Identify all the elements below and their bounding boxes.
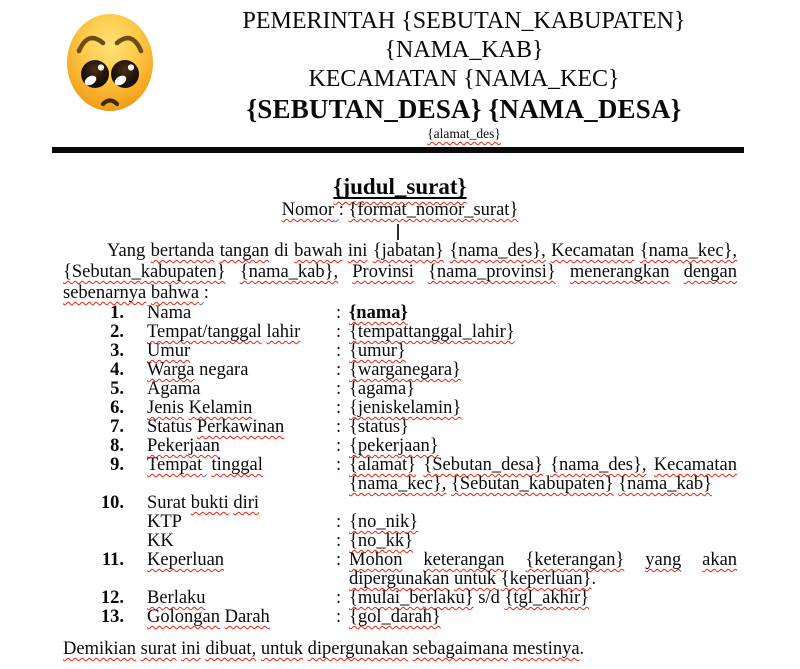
text-run: Surat: [147, 493, 191, 513]
text-run: di: [269, 241, 295, 261]
text-run: {nama_provinsi}: [428, 262, 556, 282]
text-run: s/d: [473, 588, 505, 608]
text-run: untuk: [453, 569, 497, 589]
text-run: {format_nomor_surat}: [348, 200, 519, 220]
text-run: Status: [147, 417, 197, 437]
item-label: [147, 456, 336, 475]
item-label: [147, 418, 336, 437]
list-item: [63, 608, 737, 627]
item-colon: :: [336, 398, 342, 418]
text-run: Yang: [107, 241, 151, 261]
text-run: {no_kk}: [349, 531, 414, 551]
text-run: .: [579, 639, 585, 659]
text-run: [670, 262, 684, 282]
text-run: menerangkan: [569, 262, 670, 282]
item-number: 6.: [110, 398, 124, 418]
text-run: Mohon: [349, 550, 403, 570]
text-run: {gol_darah}: [349, 607, 441, 627]
text-run: KTP: [147, 512, 182, 532]
text-run: .: [591, 569, 597, 589]
item-label: [147, 361, 336, 380]
text-run: {no_nik}: [349, 512, 419, 532]
text-run: [624, 550, 645, 570]
text-run: Nama: [147, 303, 192, 323]
text-run: keterangan: [423, 550, 505, 570]
item-number: 1.: [110, 303, 124, 323]
numbered-list: [63, 304, 737, 627]
item-label: [147, 513, 336, 532]
text-run: sebenarnya: [63, 283, 147, 303]
letterhead-line-2: {NAMA_KAB}: [384, 37, 544, 63]
item-colon: :: [336, 417, 342, 437]
list-item: [63, 513, 737, 532]
item-number: 10.: [100, 493, 124, 513]
text-run: bahwa: [150, 283, 200, 303]
text-run: {jabatan}: [372, 241, 444, 261]
item-value: [349, 399, 737, 418]
item-number: 11.: [101, 550, 124, 570]
text-run: :: [203, 283, 209, 303]
text-run: mestinya: [512, 639, 580, 659]
text-run: bawah: [294, 241, 343, 261]
text-run: {agama}: [349, 379, 416, 399]
text-run: akan: [702, 550, 738, 570]
letterhead-line-4: {SEBUTAN_DESA} {NAMA_DESA}: [246, 94, 682, 124]
item-colon: :: [336, 588, 342, 608]
text-run: bukti: [190, 493, 229, 513]
list-item: [63, 589, 737, 608]
text-run: yang: [645, 550, 682, 570]
letterhead-line-1: PEMERINTAH {SEBUTAN_KABUPATEN}: [242, 8, 686, 34]
text-run: Kelamin: [188, 398, 253, 418]
text-run: {nama_kec},: [349, 474, 447, 494]
item-colon: :: [336, 607, 342, 627]
text-run: {warganegara}: [349, 360, 461, 380]
item-label: [147, 342, 336, 361]
text-run: {nama_kec},: [639, 241, 738, 261]
item-label: [147, 399, 336, 418]
item-value: [349, 437, 737, 456]
text-run: {mulai_berlaku}: [349, 588, 474, 608]
item-colon: :: [336, 512, 342, 532]
text-run: [402, 550, 423, 570]
item-value: [349, 456, 737, 494]
text-run: Tempat: [147, 455, 203, 475]
text-run: bertanda: [150, 241, 215, 261]
text-run: {nama}: [349, 303, 408, 323]
text-run: [338, 262, 352, 282]
text-run: {nama_des},: [550, 455, 647, 475]
text-run: {tempattanggal_lahir}: [349, 322, 515, 342]
text-run: Kecamatan: [551, 241, 635, 261]
item-colon: :: [336, 322, 342, 342]
item-value: [349, 532, 737, 551]
text-run: {umur}: [349, 341, 406, 361]
text-run: {keterangan}: [525, 550, 625, 570]
text-run: {tgl_akhir}: [504, 588, 590, 608]
item-value: [349, 380, 737, 399]
item-value: [349, 418, 737, 437]
text-run: tinggal: [211, 455, 263, 475]
text-run: Keperluan: [147, 550, 225, 570]
opening-paragraph: [63, 241, 737, 304]
item-colon: :: [336, 360, 342, 380]
item-number: 8.: [110, 436, 124, 456]
item-label: [147, 323, 336, 342]
text-run: dibuat,: [205, 639, 257, 659]
item-label: [147, 589, 336, 608]
item-colon: :: [336, 341, 342, 361]
item-colon: :: [336, 379, 342, 399]
text-run: Perkawinan: [196, 417, 285, 437]
text-run: [414, 262, 428, 282]
text-run: dipergunakan: [307, 639, 408, 659]
text-run: {Sebutan_desa}: [423, 455, 543, 475]
letterhead-divider: [52, 147, 744, 153]
list-item: [63, 399, 737, 418]
text-run: {nama_kab}: [618, 474, 713, 494]
text-run: ini: [181, 639, 201, 659]
list-item: [63, 437, 737, 456]
item-colon: :: [336, 455, 342, 475]
item-number: 4.: [110, 360, 124, 380]
pleading-face-emoji: [66, 13, 154, 112]
letterhead: [0, 0, 800, 142]
text-run: tangan: [219, 241, 269, 261]
letterhead-line-3: KECAMATAN {NAMA_KEC}: [308, 66, 620, 92]
list-item: [63, 494, 737, 513]
item-label: [147, 304, 336, 323]
item-label: [147, 380, 336, 399]
list-item: [63, 304, 737, 323]
text-run: {jeniskelamin}: [349, 398, 462, 418]
list-item: [63, 456, 737, 494]
item-number: 2.: [110, 322, 124, 342]
item-value: [349, 551, 737, 589]
text-run: Nomor: [281, 200, 335, 220]
text-run: dengan: [683, 262, 738, 282]
text-run: [226, 262, 240, 282]
text-run: Berlaku: [147, 588, 206, 608]
item-number: 13.: [100, 607, 124, 627]
item-number: 7.: [110, 417, 124, 437]
item-colon: :: [336, 436, 342, 456]
item-number: 9.: [110, 455, 124, 475]
text-run: {status}: [349, 417, 409, 437]
text-run: [681, 550, 702, 570]
text-run: [647, 455, 654, 475]
letter-title: {judul_surat}: [333, 174, 467, 199]
item-value: [349, 608, 737, 627]
list-item: [63, 361, 737, 380]
text-run: [505, 550, 526, 570]
text-run: {Sebutan_kabupaten}: [63, 262, 226, 282]
text-run: Provinsi: [352, 262, 414, 282]
item-label: [147, 437, 336, 456]
item-value: [349, 342, 737, 361]
text-run: sebagaimana: [412, 639, 509, 659]
text-run: ini: [347, 241, 368, 261]
text-run: Demikian: [63, 639, 136, 659]
list-item: [63, 323, 737, 342]
text-run: {keperluan}: [500, 569, 592, 589]
text-run: surat: [140, 639, 177, 659]
text-run: Jenis: [147, 398, 184, 418]
text-run: [556, 262, 570, 282]
text-run: Tempat/tanggal: [147, 322, 262, 342]
text-run: Agama: [147, 379, 201, 399]
text-run: {nama_des},: [449, 241, 546, 261]
text-run: Golongan: [147, 607, 220, 627]
item-value: [349, 304, 737, 323]
text-run: negara: [194, 360, 249, 380]
text-run: :: [338, 200, 349, 220]
item-label: [147, 494, 336, 513]
text-run: lahir: [266, 322, 301, 342]
item-value: [349, 361, 737, 380]
item-number: 3.: [110, 341, 124, 361]
text-run: {alamat}: [349, 455, 417, 475]
list-item: [63, 418, 737, 437]
text-run: diri: [233, 493, 260, 513]
item-value: [349, 589, 737, 608]
text-run: {Sebutan_kabupaten}: [451, 474, 614, 494]
item-colon: :: [336, 531, 342, 551]
text-run: Umur: [147, 341, 191, 361]
text-run: Darah: [224, 607, 270, 627]
text-run: dipergunakan: [349, 569, 450, 589]
closing-paragraph: [63, 639, 737, 660]
list-item: [63, 551, 737, 589]
text-run: {nama_kab},: [239, 262, 339, 282]
text-run: Pekerjaan: [147, 436, 220, 456]
text-run: Kecamatan: [653, 455, 737, 475]
item-number: 12.: [100, 588, 124, 608]
text-run: untuk: [260, 639, 303, 659]
item-number: 5.: [110, 379, 124, 399]
item-colon: :: [336, 303, 342, 323]
list-item: [63, 380, 737, 399]
letter-number-line: [63, 200, 737, 221]
item-label: [147, 608, 336, 627]
text-run: KK: [147, 531, 174, 551]
text-run: Warga: [147, 360, 195, 380]
list-item: [63, 342, 737, 361]
text-run: {pekerjaan}: [349, 436, 439, 456]
letterhead-address: {alamat_des}: [427, 126, 501, 141]
letterhead-text: [128, 7, 800, 142]
letter-body: [63, 174, 737, 660]
item-label: [147, 532, 336, 551]
item-label: [147, 551, 336, 570]
item-colon: :: [336, 550, 342, 570]
item-value: [349, 323, 737, 342]
item-value: [349, 513, 737, 532]
list-item: [63, 532, 737, 551]
text-cursor: [397, 224, 399, 240]
